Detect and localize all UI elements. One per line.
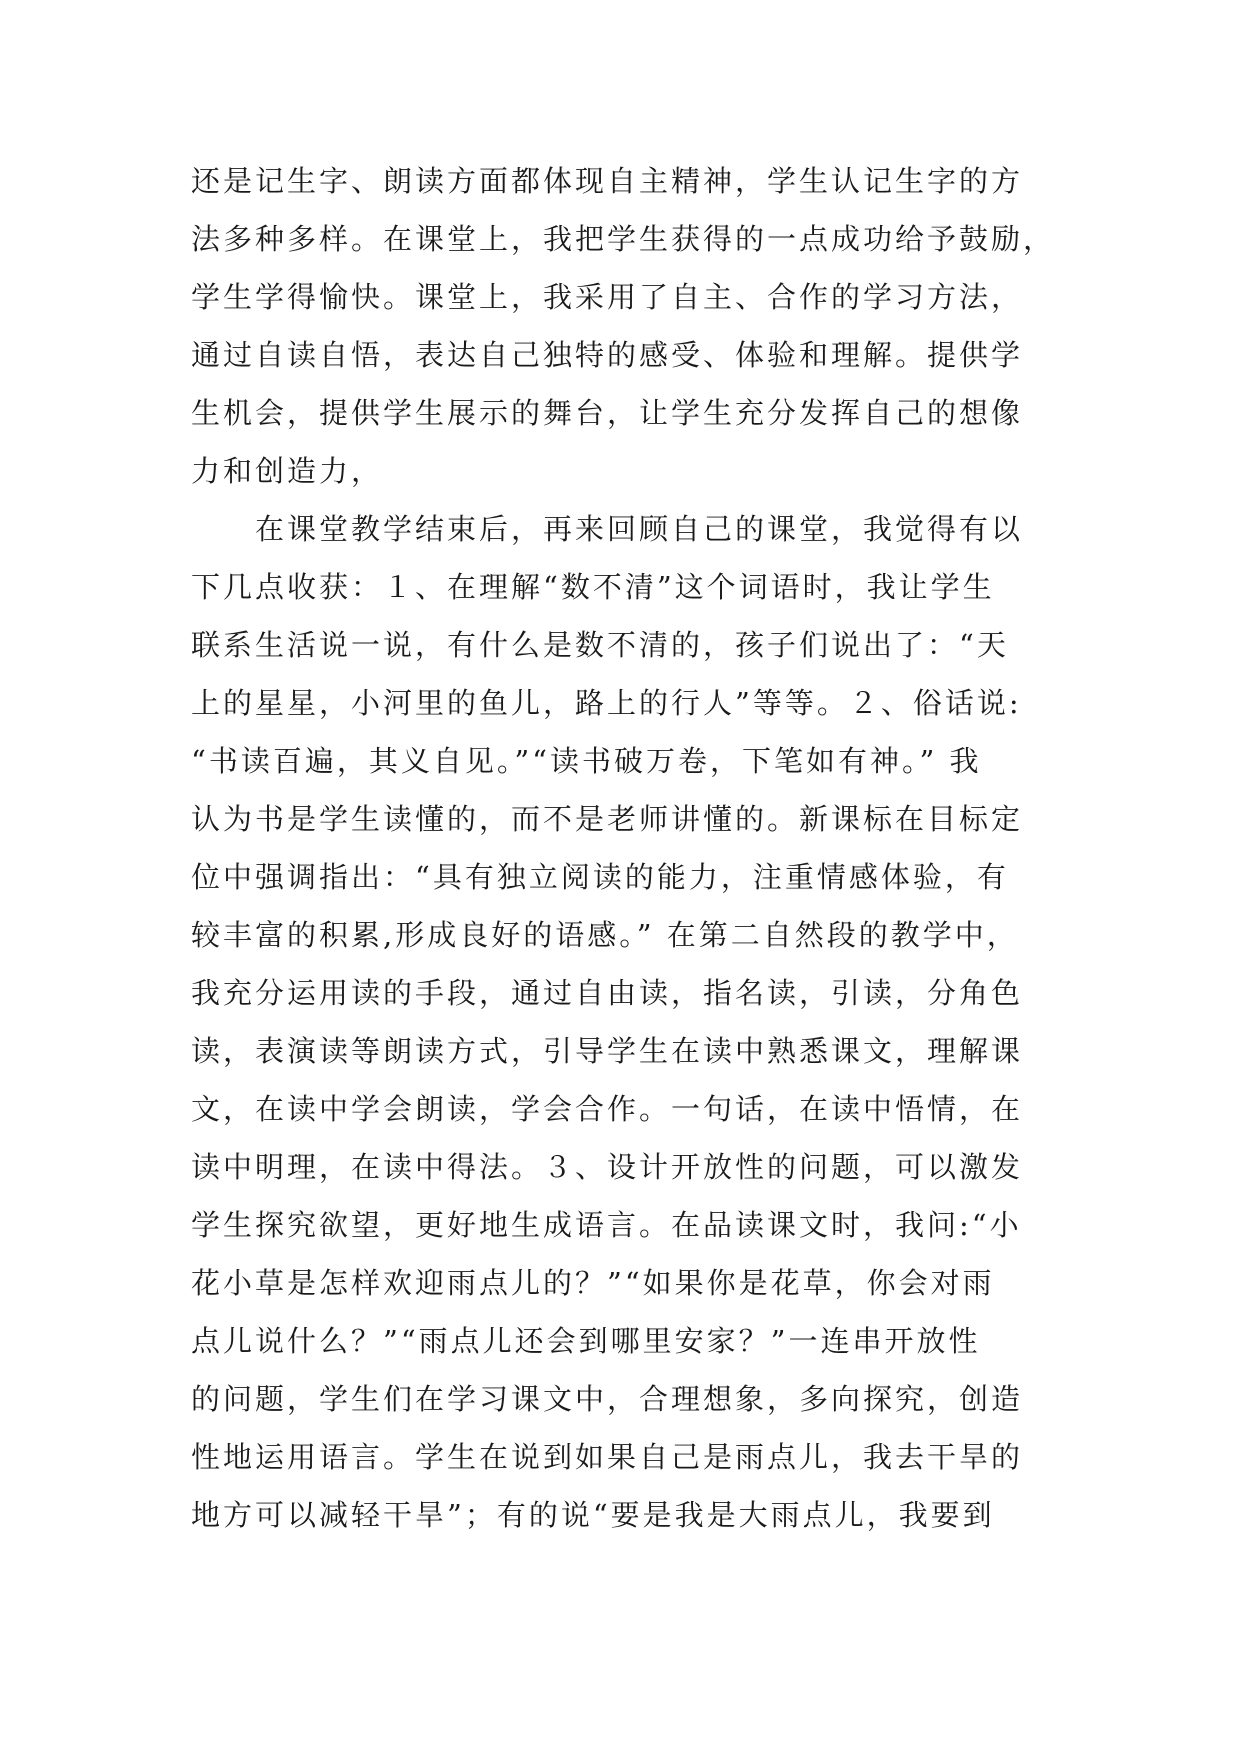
text-line: 力和创造力， <box>191 454 384 488</box>
text-line: 联系生活说一说，有什么是数不清的，孩子们说出了：“天 <box>191 628 1009 662</box>
text-line: 下几点收获：１、在理解“数不清”这个词语时，我让学生 <box>191 570 995 604</box>
text-line: 法多种多样。在课堂上，我把学生获得的一点成功给予鼓励， <box>191 222 1056 256</box>
text-line: 学生探究欲望，更好地生成语言。在品读课文时，我问:“小 <box>191 1208 1022 1242</box>
text-line: 花小草是怎样欢迎雨点儿的？”“如果你是花草，你会对雨 <box>191 1266 995 1300</box>
text-line: 认为书是学生读懂的，而不是老师讲懂的。新课标在目标定 <box>191 802 1024 836</box>
text-line: 点儿说什么？”“雨点儿还会到哪里安家？”一连串开放性 <box>191 1324 981 1358</box>
text-line: “书读百遍，其义自见。”“读书破万卷，下笔如有神。” 我 <box>191 744 982 778</box>
text-line: 学生学得愉快。课堂上，我采用了自主、合作的学习方法， <box>191 280 1024 314</box>
text-line: 通过自读自悟，表达自己独特的感受、体验和理解。提供学 <box>191 338 1024 372</box>
text-line: 读中明理，在读中得法。３、设计开放性的问题，可以激发 <box>191 1150 1024 1184</box>
text-line: 地方可以减轻干旱”；有的说“要是我是大雨点儿，我要到 <box>191 1498 995 1532</box>
text-line: 读，表演读等朗读方式，引导学生在读中熟悉课文，理解课 <box>191 1034 1024 1068</box>
text-line: 文，在读中学会朗读，学会合作。一句话，在读中悟情，在 <box>191 1092 1024 1126</box>
body-text <box>191 152 1061 1544</box>
text-line: 位中强调指出：“具有独立阅读的能力，注重情感体验，有 <box>191 860 1009 894</box>
text-line: 还是记生字、朗读方面都体现自主精神，学生认记生字的方 <box>191 164 1024 198</box>
text-line: 性地运用语言。学生在说到如果自己是雨点儿，我去干旱的 <box>191 1440 1024 1474</box>
text-line: 上的星星，小河里的鱼儿，路上的行人”等等。２、俗话说: <box>191 686 1022 720</box>
text-line: 生机会，提供学生展示的舞台，让学生充分发挥自己的想像 <box>191 396 1024 430</box>
text-line: 较丰富的积累,形成良好的语感。” 在第二自然段的教学中， <box>191 918 1019 952</box>
text-line: 在课堂教学结束后，再来回顾自己的课堂，我觉得有以 <box>191 512 1024 546</box>
text-line: 我充分运用读的手段，通过自由读，指名读，引读，分角色 <box>191 976 1024 1010</box>
text-line: 的问题，学生们在学习课文中，合理想象，多向探究，创造 <box>191 1382 1024 1416</box>
